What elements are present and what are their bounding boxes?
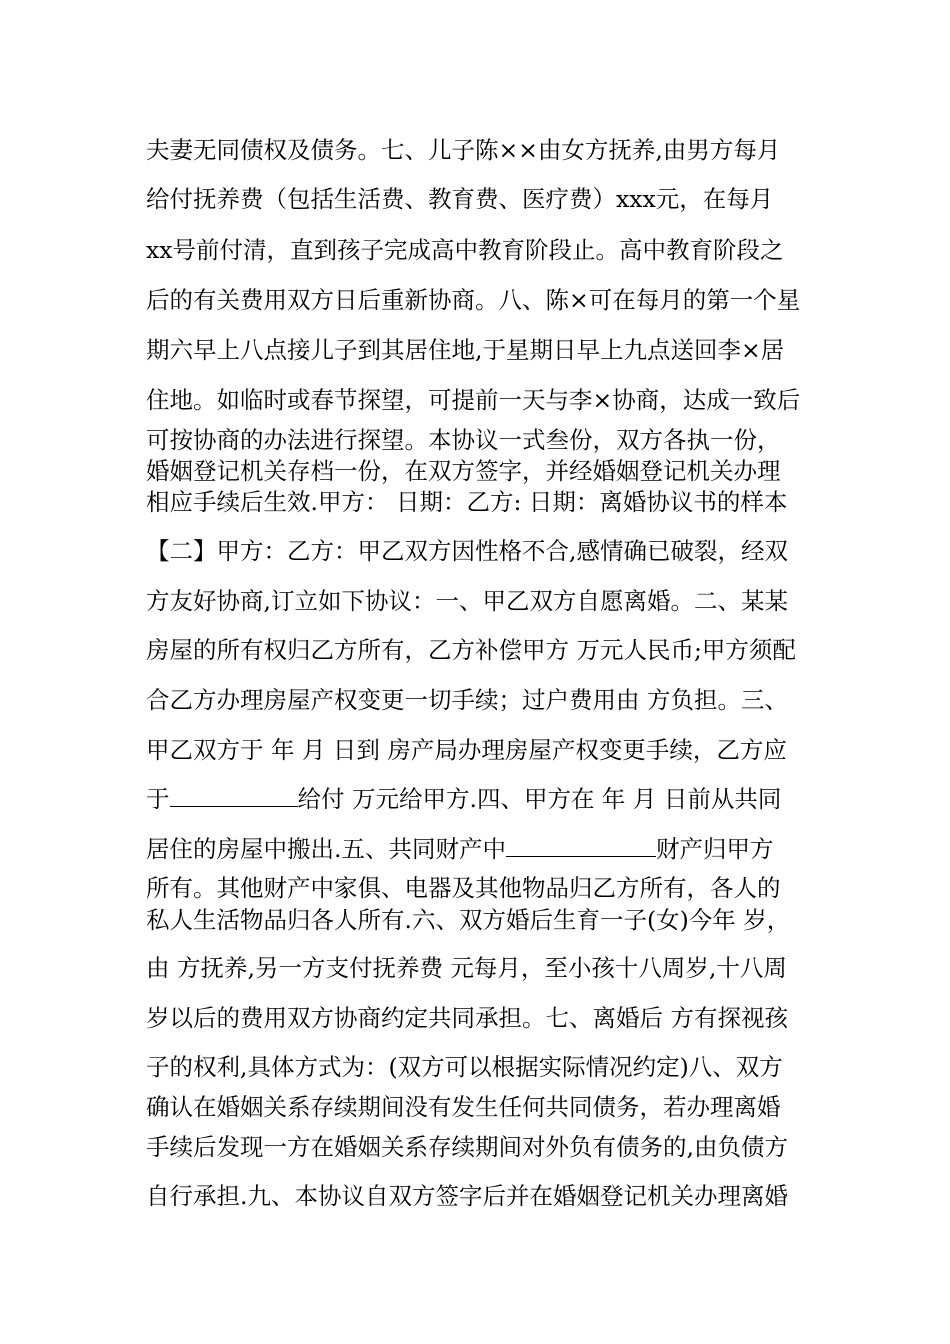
text-line: 夫妻无同债权及债务。七、儿子陈××由女方抚养,由男方每月 [146,136,781,164]
fill-in-blank [506,830,656,857]
text-line-with-blank [146,779,806,819]
text-segment: 给付 万元给甲方.四、甲方在 年 月 日前从共同 [297,785,782,813]
fill-in-blank [170,780,298,807]
text-segment: 居住的房屋中搬出.五、共同财产中 [146,835,506,863]
text-line: 房屋的所有权归乙方所有，乙方补偿甲方 万元人民币;甲方须配 [146,636,796,664]
text-line: 婚姻登记机关存档一份，在双方签字，并经婚姻登记机关办理 [146,457,781,485]
text-line: 后的有关费用双方日后重新协商。八、陈×可在每月的第一个星 [146,286,801,314]
text-line: 方友好协商,订立如下协议：一、甲乙双方自愿离婚。二、某某 [146,587,788,615]
text-line: 期六早上八点接儿子到其居住地,于星期日早上九点送回李×居 [146,336,785,364]
text-segment: 于 [146,785,170,813]
text-line: 【二】甲方：乙方：甲乙双方因性格不合,感情确已破裂，经双 [146,537,788,565]
text-line: 甲乙双方于 年 月 日到 房产局办理房屋产权变更手续，乙方应 [146,736,787,764]
text-segment: 财产归甲方 [655,835,774,863]
text-line: xx号前付清，直到孩子完成高中教育阶段止。高中教育阶段之 [146,236,784,264]
text-line: 岁以后的费用双方协商约定共同承担。七、离婚后 方有探视孩 [146,1004,788,1032]
text-line: 手续后发现一方在婚姻关系存续期间对外负有债务的,由负债方 [146,1133,788,1161]
text-line-with-blank [146,829,806,869]
text-line: 可按协商的办法进行探望。本协议一式叁份，双方各执一份， [146,426,781,454]
text-line: 合乙方办理房屋产权变更一切手续；过户费用由 方负担。三、 [146,686,788,714]
text-line: 自行承担.九、本协议自双方签字后并在婚姻登记机关办理离婚 [146,1182,788,1210]
text-line: 所有。其他财产中家俱、电器及其他物品归乙方所有，各人的 [146,874,781,902]
text-line: 私人生活物品归各人所有.六、双方婚后生育一子(女)今年 岁， [146,906,791,934]
text-line: 给付抚养费（包括生活费、教育费、医疗费）xxx元，在每月 [146,185,774,213]
text-line: 由 方抚养,另一方支付抚养费 元每月，至小孩十八周岁,十八周 [146,954,787,982]
text-line: 子的权利,具体方式为：(双方可以根据实际情况约定)八、双方 [146,1053,783,1081]
text-line: 住地。如临时或春节探望，可提前一天与李×协商，达成一致后 [146,386,801,414]
text-line: 确认在婚姻关系存续期间没有发生任何共同债务，若办理离婚 [146,1093,781,1121]
text-line: 相应手续后生效.甲方： 日期：乙方: 日期：离婚协议书的样本 [146,488,788,516]
